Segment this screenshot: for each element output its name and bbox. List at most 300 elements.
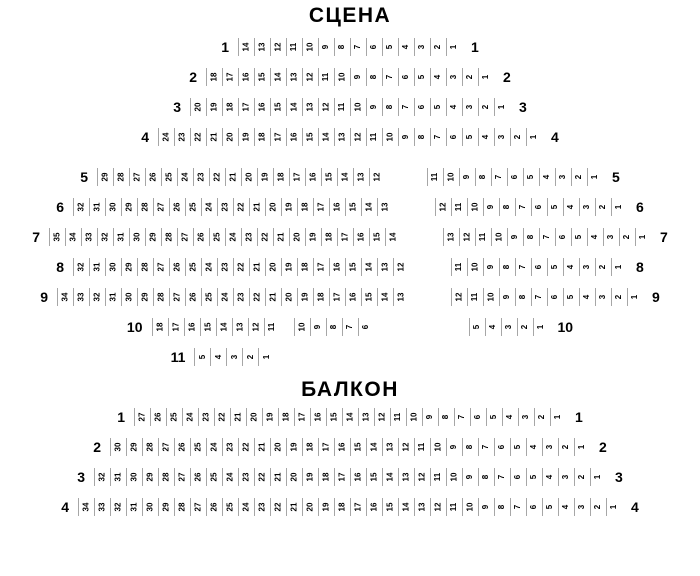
seat-balcony-r4-20[interactable] <box>302 498 318 516</box>
seat-balcony-r1-7[interactable] <box>454 408 470 426</box>
seat-balcony-r3-31[interactable] <box>110 468 126 486</box>
seat-stage-r6-20[interactable] <box>265 198 281 216</box>
seat-stage-r2-10[interactable] <box>334 68 350 86</box>
seat-stage-r2-16[interactable] <box>238 68 254 86</box>
seat-stage-r5-28[interactable] <box>113 168 129 186</box>
seat-stage-r2-11[interactable] <box>318 68 334 86</box>
seat-stage-r4-20[interactable] <box>222 128 238 146</box>
seat-stage-r2-8[interactable] <box>366 68 382 86</box>
seat-balcony-r2-5[interactable] <box>510 438 526 456</box>
seat-stage-r4-9[interactable] <box>398 128 414 146</box>
seat-balcony-r4-11[interactable] <box>446 498 462 516</box>
seat-balcony-r4-1[interactable] <box>606 498 622 516</box>
seat-balcony-r3-27[interactable] <box>174 468 190 486</box>
seat-stage-r1-12[interactable] <box>270 38 286 56</box>
seat-stage-r7-31[interactable] <box>113 228 129 246</box>
seat-stage-r9-22[interactable] <box>249 288 265 306</box>
seat-balcony-r1-18[interactable] <box>278 408 294 426</box>
seat-stage-r9-27[interactable] <box>169 288 185 306</box>
seat-balcony-r2-22[interactable] <box>238 438 254 456</box>
seat-balcony-r1-25[interactable] <box>166 408 182 426</box>
seat-balcony-r4-30[interactable] <box>142 498 158 516</box>
seat-stage-r4-16[interactable] <box>286 128 302 146</box>
seat-stage-r7-32[interactable] <box>97 228 113 246</box>
seat-stage-r7-30[interactable] <box>129 228 145 246</box>
seat-balcony-r2-3[interactable] <box>542 438 558 456</box>
seat-stage-r6-12[interactable] <box>435 198 451 216</box>
seat-stage-r7-5[interactable] <box>571 228 587 246</box>
seat-stage-r2-9[interactable] <box>350 68 366 86</box>
seat-stage-r11-4[interactable] <box>210 348 226 366</box>
seat-stage-r8-6[interactable] <box>531 258 547 276</box>
seat-stage-r7-28[interactable] <box>161 228 177 246</box>
seat-stage-r8-1[interactable] <box>611 258 627 276</box>
seat-stage-r9-19[interactable] <box>297 288 313 306</box>
seat-stage-r1-2[interactable] <box>430 38 446 56</box>
seat-stage-r5-10[interactable] <box>443 168 459 186</box>
seat-stage-r6-9[interactable] <box>483 198 499 216</box>
seat-stage-r8-8[interactable] <box>499 258 515 276</box>
seat-balcony-r2-24[interactable] <box>206 438 222 456</box>
seat-stage-r8-9[interactable] <box>483 258 499 276</box>
seat-stage-r9-28[interactable] <box>153 288 169 306</box>
seat-stage-r6-1[interactable] <box>611 198 627 216</box>
seat-balcony-r3-19[interactable] <box>302 468 318 486</box>
seat-balcony-r4-14[interactable] <box>398 498 414 516</box>
seat-stage-r3-19[interactable] <box>206 98 222 116</box>
seat-stage-r4-14[interactable] <box>318 128 334 146</box>
seat-balcony-r4-5[interactable] <box>542 498 558 516</box>
seat-stage-r6-23[interactable] <box>217 198 233 216</box>
seat-balcony-r3-30[interactable] <box>126 468 142 486</box>
seat-balcony-r1-14[interactable] <box>342 408 358 426</box>
seat-balcony-r1-2[interactable] <box>534 408 550 426</box>
seat-stage-r9-7[interactable] <box>531 288 547 306</box>
seat-stage-r10-8[interactable] <box>326 318 342 336</box>
seat-stage-r8-24[interactable] <box>201 258 217 276</box>
seat-stage-r4-21[interactable] <box>206 128 222 146</box>
seat-stage-r1-10[interactable] <box>302 38 318 56</box>
seat-balcony-r1-15[interactable] <box>326 408 342 426</box>
seat-balcony-r3-12[interactable] <box>414 468 430 486</box>
seat-balcony-r2-1[interactable] <box>574 438 590 456</box>
seat-stage-r3-12[interactable] <box>318 98 334 116</box>
seat-stage-r10-2[interactable] <box>517 318 533 336</box>
seat-balcony-r4-31[interactable] <box>126 498 142 516</box>
seat-stage-r6-30[interactable] <box>105 198 121 216</box>
seat-stage-r6-5[interactable] <box>547 198 563 216</box>
seat-stage-r2-6[interactable] <box>398 68 414 86</box>
seat-stage-r4-1[interactable] <box>526 128 542 146</box>
seat-stage-r6-31[interactable] <box>89 198 105 216</box>
seat-stage-r5-5[interactable] <box>523 168 539 186</box>
seat-balcony-r3-22[interactable] <box>254 468 270 486</box>
seat-balcony-r2-9[interactable] <box>446 438 462 456</box>
seat-balcony-r4-22[interactable] <box>270 498 286 516</box>
seat-stage-r6-27[interactable] <box>153 198 169 216</box>
seat-stage-r8-29[interactable] <box>121 258 137 276</box>
seat-stage-r8-28[interactable] <box>137 258 153 276</box>
seat-stage-r5-17[interactable] <box>289 168 305 186</box>
seat-stage-r8-16[interactable] <box>329 258 345 276</box>
seat-stage-r9-12[interactable] <box>451 288 467 306</box>
seat-balcony-r3-11[interactable] <box>430 468 446 486</box>
seat-stage-r7-8[interactable] <box>523 228 539 246</box>
seat-stage-r11-5[interactable] <box>194 348 210 366</box>
seat-balcony-r2-15[interactable] <box>350 438 366 456</box>
seat-stage-r10-10[interactable] <box>294 318 310 336</box>
seat-stage-r8-5[interactable] <box>547 258 563 276</box>
seat-stage-r7-4[interactable] <box>587 228 603 246</box>
seat-balcony-r4-34[interactable] <box>78 498 94 516</box>
seat-stage-r5-7[interactable] <box>491 168 507 186</box>
seat-balcony-r2-10[interactable] <box>430 438 446 456</box>
seat-stage-r8-11[interactable] <box>451 258 467 276</box>
seat-balcony-r4-25[interactable] <box>222 498 238 516</box>
seat-stage-r9-18[interactable] <box>313 288 329 306</box>
seat-stage-r3-14[interactable] <box>286 98 302 116</box>
seat-stage-r10-12[interactable] <box>248 318 264 336</box>
seat-balcony-r2-23[interactable] <box>222 438 238 456</box>
seat-stage-r5-12[interactable] <box>369 168 385 186</box>
seat-balcony-r4-29[interactable] <box>158 498 174 516</box>
seat-stage-r5-6[interactable] <box>507 168 523 186</box>
seat-stage-r6-21[interactable] <box>249 198 265 216</box>
seat-stage-r7-10[interactable] <box>491 228 507 246</box>
seat-balcony-r4-18[interactable] <box>334 498 350 516</box>
seat-stage-r7-34[interactable] <box>65 228 81 246</box>
seat-stage-r10-3[interactable] <box>501 318 517 336</box>
seat-stage-r6-26[interactable] <box>169 198 185 216</box>
seat-balcony-r3-1[interactable] <box>590 468 606 486</box>
seat-stage-r9-17[interactable] <box>329 288 345 306</box>
seat-stage-r4-2[interactable] <box>510 128 526 146</box>
seat-stage-r9-21[interactable] <box>265 288 281 306</box>
seat-stage-r5-15[interactable] <box>321 168 337 186</box>
seat-stage-r6-25[interactable] <box>185 198 201 216</box>
seat-stage-r8-19[interactable] <box>281 258 297 276</box>
seat-stage-r1-8[interactable] <box>334 38 350 56</box>
seat-balcony-r2-7[interactable] <box>478 438 494 456</box>
seat-stage-r7-11[interactable] <box>475 228 491 246</box>
seat-balcony-r4-15[interactable] <box>382 498 398 516</box>
seat-balcony-r2-19[interactable] <box>286 438 302 456</box>
seat-balcony-r1-13[interactable] <box>358 408 374 426</box>
seat-stage-r7-16[interactable] <box>353 228 369 246</box>
seat-balcony-r2-17[interactable] <box>318 438 334 456</box>
seat-stage-r3-13[interactable] <box>302 98 318 116</box>
seat-balcony-r2-20[interactable] <box>270 438 286 456</box>
seat-stage-r5-26[interactable] <box>145 168 161 186</box>
seat-balcony-r3-7[interactable] <box>494 468 510 486</box>
seat-stage-r3-15[interactable] <box>270 98 286 116</box>
seat-stage-r6-15[interactable] <box>345 198 361 216</box>
seat-stage-r3-3[interactable] <box>462 98 478 116</box>
seat-stage-r4-17[interactable] <box>270 128 286 146</box>
seat-stage-r10-18[interactable] <box>152 318 168 336</box>
seat-stage-r9-11[interactable] <box>467 288 483 306</box>
seat-stage-r9-30[interactable] <box>121 288 137 306</box>
seat-stage-r9-9[interactable] <box>499 288 515 306</box>
seat-stage-r6-19[interactable] <box>281 198 297 216</box>
seat-balcony-r4-33[interactable] <box>94 498 110 516</box>
seat-stage-r3-6[interactable] <box>414 98 430 116</box>
seat-balcony-r1-8[interactable] <box>438 408 454 426</box>
seat-balcony-r4-2[interactable] <box>590 498 606 516</box>
seat-stage-r9-34[interactable] <box>57 288 73 306</box>
seat-balcony-r2-30[interactable] <box>110 438 126 456</box>
seat-stage-r8-25[interactable] <box>185 258 201 276</box>
seat-balcony-r4-16[interactable] <box>366 498 382 516</box>
seat-balcony-r4-24[interactable] <box>238 498 254 516</box>
seat-balcony-r1-22[interactable] <box>214 408 230 426</box>
seat-stage-r9-1[interactable] <box>627 288 643 306</box>
seat-balcony-r3-29[interactable] <box>142 468 158 486</box>
seat-stage-r9-15[interactable] <box>361 288 377 306</box>
seat-balcony-r4-10[interactable] <box>462 498 478 516</box>
seat-stage-r9-2[interactable] <box>611 288 627 306</box>
seat-balcony-r1-26[interactable] <box>150 408 166 426</box>
seat-balcony-r1-20[interactable] <box>246 408 262 426</box>
seat-stage-r4-15[interactable] <box>302 128 318 146</box>
seat-stage-r10-14[interactable] <box>216 318 232 336</box>
seat-stage-r10-11[interactable] <box>264 318 280 336</box>
seat-balcony-r2-21[interactable] <box>254 438 270 456</box>
seat-stage-r3-1[interactable] <box>494 98 510 116</box>
seat-balcony-r4-27[interactable] <box>190 498 206 516</box>
seat-balcony-r1-9[interactable] <box>422 408 438 426</box>
seat-stage-r3-4[interactable] <box>446 98 462 116</box>
seat-stage-r5-25[interactable] <box>161 168 177 186</box>
seat-stage-r4-11[interactable] <box>366 128 382 146</box>
seat-stage-r6-14[interactable] <box>361 198 377 216</box>
seat-stage-r7-19[interactable] <box>305 228 321 246</box>
seat-stage-r1-14[interactable] <box>238 38 254 56</box>
seat-stage-r8-17[interactable] <box>313 258 329 276</box>
seat-stage-r7-2[interactable] <box>619 228 635 246</box>
seat-balcony-r4-3[interactable] <box>574 498 590 516</box>
seat-stage-r6-16[interactable] <box>329 198 345 216</box>
seat-balcony-r2-6[interactable] <box>494 438 510 456</box>
seat-stage-r7-12[interactable] <box>459 228 475 246</box>
seat-stage-r9-13[interactable] <box>393 288 409 306</box>
seat-stage-r4-4[interactable] <box>478 128 494 146</box>
seat-stage-r1-5[interactable] <box>382 38 398 56</box>
seat-stage-r3-16[interactable] <box>254 98 270 116</box>
seat-stage-r5-14[interactable] <box>337 168 353 186</box>
seat-stage-r7-23[interactable] <box>241 228 257 246</box>
seat-stage-r2-2[interactable] <box>462 68 478 86</box>
seat-stage-r5-23[interactable] <box>193 168 209 186</box>
seat-balcony-r2-4[interactable] <box>526 438 542 456</box>
seat-stage-r8-32[interactable] <box>73 258 89 276</box>
seat-stage-r9-33[interactable] <box>73 288 89 306</box>
seat-stage-r6-18[interactable] <box>297 198 313 216</box>
seat-stage-r7-6[interactable] <box>555 228 571 246</box>
seat-stage-r6-28[interactable] <box>137 198 153 216</box>
seat-balcony-r1-19[interactable] <box>262 408 278 426</box>
seat-stage-r1-7[interactable] <box>350 38 366 56</box>
seat-balcony-r2-16[interactable] <box>334 438 350 456</box>
seat-balcony-r3-5[interactable] <box>526 468 542 486</box>
seat-stage-r4-5[interactable] <box>462 128 478 146</box>
seat-stage-r5-9[interactable] <box>459 168 475 186</box>
seat-stage-r1-11[interactable] <box>286 38 302 56</box>
seat-stage-r9-20[interactable] <box>281 288 297 306</box>
seat-stage-r3-18[interactable] <box>222 98 238 116</box>
seat-stage-r5-2[interactable] <box>571 168 587 186</box>
seat-stage-r5-1[interactable] <box>587 168 603 186</box>
seat-stage-r7-14[interactable] <box>385 228 401 246</box>
seat-balcony-r1-1[interactable] <box>550 408 566 426</box>
seat-stage-r2-15[interactable] <box>254 68 270 86</box>
seat-balcony-r2-13[interactable] <box>382 438 398 456</box>
seat-stage-r3-17[interactable] <box>238 98 254 116</box>
seat-stage-r10-5[interactable] <box>469 318 485 336</box>
seat-balcony-r1-17[interactable] <box>294 408 310 426</box>
seat-stage-r6-3[interactable] <box>579 198 595 216</box>
seat-balcony-r3-18[interactable] <box>318 468 334 486</box>
seat-stage-r4-22[interactable] <box>190 128 206 146</box>
seat-stage-r2-13[interactable] <box>286 68 302 86</box>
seat-balcony-r2-14[interactable] <box>366 438 382 456</box>
seat-stage-r3-5[interactable] <box>430 98 446 116</box>
seat-balcony-r3-25[interactable] <box>206 468 222 486</box>
seat-stage-r4-10[interactable] <box>382 128 398 146</box>
seat-stage-r4-8[interactable] <box>414 128 430 146</box>
seat-stage-r6-29[interactable] <box>121 198 137 216</box>
seat-balcony-r1-23[interactable] <box>198 408 214 426</box>
seat-balcony-r3-21[interactable] <box>270 468 286 486</box>
seat-stage-r10-16[interactable] <box>184 318 200 336</box>
seat-balcony-r3-6[interactable] <box>510 468 526 486</box>
seat-balcony-r3-10[interactable] <box>446 468 462 486</box>
seat-stage-r10-15[interactable] <box>200 318 216 336</box>
seat-stage-r5-19[interactable] <box>257 168 273 186</box>
seat-stage-r5-29[interactable] <box>97 168 113 186</box>
seat-stage-r8-27[interactable] <box>153 258 169 276</box>
seat-stage-r9-32[interactable] <box>89 288 105 306</box>
seat-stage-r8-18[interactable] <box>297 258 313 276</box>
seat-balcony-r4-4[interactable] <box>558 498 574 516</box>
seat-stage-r9-26[interactable] <box>185 288 201 306</box>
seat-stage-r4-3[interactable] <box>494 128 510 146</box>
seat-stage-r9-24[interactable] <box>217 288 233 306</box>
seat-balcony-r3-14[interactable] <box>382 468 398 486</box>
seat-balcony-r4-8[interactable] <box>494 498 510 516</box>
seat-stage-r9-6[interactable] <box>547 288 563 306</box>
seat-balcony-r3-28[interactable] <box>158 468 174 486</box>
seat-stage-r6-22[interactable] <box>233 198 249 216</box>
seat-stage-r5-18[interactable] <box>273 168 289 186</box>
seat-stage-r2-18[interactable] <box>206 68 222 86</box>
seat-balcony-r3-15[interactable] <box>366 468 382 486</box>
seat-stage-r10-13[interactable] <box>232 318 248 336</box>
seat-stage-r7-27[interactable] <box>177 228 193 246</box>
seat-stage-r7-29[interactable] <box>145 228 161 246</box>
seat-stage-r7-7[interactable] <box>539 228 555 246</box>
seat-balcony-r1-5[interactable] <box>486 408 502 426</box>
seat-stage-r3-7[interactable] <box>398 98 414 116</box>
seat-stage-r4-24[interactable] <box>158 128 174 146</box>
seat-stage-r9-14[interactable] <box>377 288 393 306</box>
seat-balcony-r1-16[interactable] <box>310 408 326 426</box>
seat-balcony-r3-2[interactable] <box>574 468 590 486</box>
seat-stage-r6-13[interactable] <box>377 198 393 216</box>
seat-stage-r2-12[interactable] <box>302 68 318 86</box>
seat-stage-r1-3[interactable] <box>414 38 430 56</box>
seat-stage-r7-26[interactable] <box>193 228 209 246</box>
seat-balcony-r4-21[interactable] <box>286 498 302 516</box>
seat-stage-r6-4[interactable] <box>563 198 579 216</box>
seat-balcony-r1-3[interactable] <box>518 408 534 426</box>
seat-stage-r5-22[interactable] <box>209 168 225 186</box>
seat-stage-r2-1[interactable] <box>478 68 494 86</box>
seat-stage-r7-3[interactable] <box>603 228 619 246</box>
seat-stage-r9-10[interactable] <box>483 288 499 306</box>
seat-balcony-r4-23[interactable] <box>254 498 270 516</box>
seat-balcony-r3-23[interactable] <box>238 468 254 486</box>
seat-stage-r5-24[interactable] <box>177 168 193 186</box>
seat-stage-r9-25[interactable] <box>201 288 217 306</box>
seat-balcony-r1-12[interactable] <box>374 408 390 426</box>
seat-stage-r6-7[interactable] <box>515 198 531 216</box>
seat-stage-r8-3[interactable] <box>579 258 595 276</box>
seat-stage-r5-21[interactable] <box>225 168 241 186</box>
seat-balcony-r3-24[interactable] <box>222 468 238 486</box>
seat-balcony-r1-24[interactable] <box>182 408 198 426</box>
seat-balcony-r2-18[interactable] <box>302 438 318 456</box>
seat-stage-r8-2[interactable] <box>595 258 611 276</box>
seat-balcony-r3-13[interactable] <box>398 468 414 486</box>
seat-stage-r5-13[interactable] <box>353 168 369 186</box>
seat-balcony-r3-4[interactable] <box>542 468 558 486</box>
seat-stage-r7-22[interactable] <box>257 228 273 246</box>
seat-stage-r8-14[interactable] <box>361 258 377 276</box>
seat-balcony-r3-8[interactable] <box>478 468 494 486</box>
seat-stage-r10-6[interactable] <box>358 318 374 336</box>
seat-balcony-r4-7[interactable] <box>510 498 526 516</box>
seat-balcony-r2-27[interactable] <box>158 438 174 456</box>
seat-stage-r8-22[interactable] <box>233 258 249 276</box>
seat-balcony-r3-17[interactable] <box>334 468 350 486</box>
seat-stage-r8-12[interactable] <box>393 258 409 276</box>
seat-stage-r5-27[interactable] <box>129 168 145 186</box>
seat-stage-r4-12[interactable] <box>350 128 366 146</box>
seat-stage-r11-1[interactable] <box>258 348 274 366</box>
seat-stage-r6-6[interactable] <box>531 198 547 216</box>
seat-balcony-r4-26[interactable] <box>206 498 222 516</box>
seat-stage-r2-17[interactable] <box>222 68 238 86</box>
seat-stage-r2-7[interactable] <box>382 68 398 86</box>
seat-stage-r10-17[interactable] <box>168 318 184 336</box>
seat-balcony-r1-4[interactable] <box>502 408 518 426</box>
seat-balcony-r1-6[interactable] <box>470 408 486 426</box>
seat-balcony-r3-20[interactable] <box>286 468 302 486</box>
seat-stage-r11-2[interactable] <box>242 348 258 366</box>
seat-stage-r6-11[interactable] <box>451 198 467 216</box>
seat-stage-r7-15[interactable] <box>369 228 385 246</box>
seat-stage-r6-32[interactable] <box>73 198 89 216</box>
seat-stage-r11-3[interactable] <box>226 348 242 366</box>
seat-stage-r4-13[interactable] <box>334 128 350 146</box>
seat-stage-r10-9[interactable] <box>310 318 326 336</box>
seat-stage-r10-1[interactable] <box>533 318 549 336</box>
seat-stage-r2-5[interactable] <box>414 68 430 86</box>
seat-stage-r4-23[interactable] <box>174 128 190 146</box>
seat-stage-r9-31[interactable] <box>105 288 121 306</box>
seat-stage-r5-11[interactable] <box>427 168 443 186</box>
